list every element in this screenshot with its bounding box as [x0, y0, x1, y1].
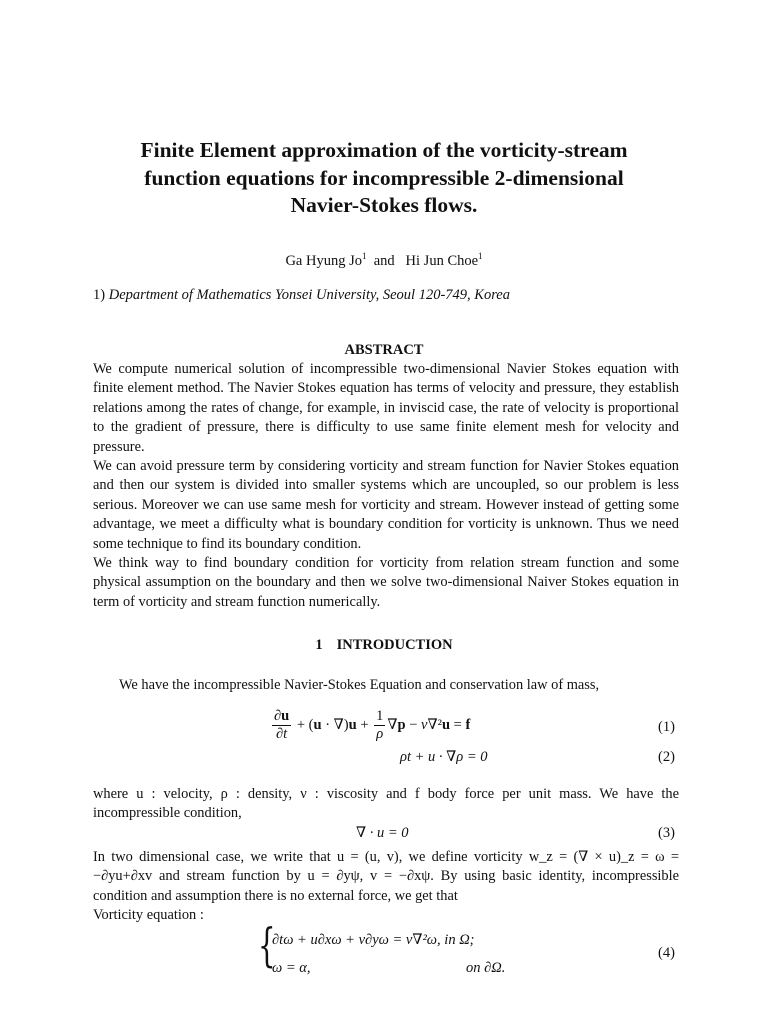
author-2: Hi Jun Choe	[405, 253, 479, 269]
author-conjunction: and	[373, 253, 395, 269]
equation-4-number: (4)	[658, 945, 675, 961]
eq4-brace: {	[258, 918, 276, 972]
title-line-2: function equations for incompressible 2-dimensional	[144, 165, 624, 190]
affiliation-marker: 1)	[93, 287, 106, 303]
abstract-paragraph-3: We think way to find boundary condition for vorticity from relation stream function and some physical assumption on the boundary and then we solve two-dimensional Naiver Stokes equation in term of vorticity and stream function numerically.	[93, 555, 679, 610]
two-dim-line-2: −∂yu+∂xv and stream function by u = ∂yψ, v = −∂xψ. By using basic identity, incompressible	[93, 868, 679, 885]
two-dim-line-3: condition and assumption there is no external force, we get that	[93, 887, 458, 904]
two-dim-line-4: Vorticity equation :	[93, 907, 204, 924]
author-2-affil: 1	[478, 251, 483, 261]
abstract-paragraph-2: We can avoid pressure term by considering vorticity and stream function for Navier Stokes equation and then our system is divided into smaller systems which are uncoupled, so our problem is less serious. Moreover we can use same mesh for vorticity and stream. However instead of getting some advantage, we meet a difficulty what is boundary condition for vorticity is unknown. Thus we need some technique to find its boundary condition.	[93, 458, 679, 552]
two-dim-paragraph	[93, 848, 679, 926]
affiliation	[93, 286, 510, 305]
equation-1-number: (1)	[658, 719, 675, 735]
equation-4-line-2-right: on ∂Ω.	[466, 960, 506, 976]
section-title: INTRODUCTION	[336, 637, 453, 653]
two-dim-line-1: In two dimensional case, we write that u = (u, v), we define vorticity w_z = (∇ × u)_z = ω =	[93, 849, 679, 865]
affiliation-text: Department of Mathematics Yonsei University, Seoul 120-749, Korea	[108, 287, 510, 303]
eq1-density-frac: $\frac{1}{\rho}$	[376, 708, 384, 742]
equation-2-number: (2)	[658, 749, 675, 765]
section-heading	[0, 636, 768, 655]
eq1-partial-frac: $\frac{\partial u}{\partial t}$	[274, 708, 290, 742]
equation-1: $\frac{\partial u}{\partial t}$ + (u · ∇)u + $\frac{1}{\rho}$ ∇p − ν∇²u = f	[274, 708, 471, 742]
equation-3: ∇ · u = 0	[356, 825, 409, 841]
author-1: Ga Hyung Jo	[285, 253, 362, 269]
intro-paragraph: We have the incompressible Navier-Stokes Equation and conservation law of mass,	[119, 677, 600, 693]
equation-4-line-1: ∂tω + u∂xω + v∂yω = ν∇²ω, in Ω;	[272, 932, 475, 948]
author-1-affil: 1	[361, 251, 367, 261]
abstract-paragraph-1: We compute numerical solution of incompressible two-dimensional Navier Stokes equation with finite element method. The Navier Stokes equation has terms of velocity and pressure, they establish relations among the rates of change, for example, in inviscid case, the rate of velocity is proportional to the gradient of pressure, there is difficulty to use same finite element mesh for velocity and pressure.	[93, 361, 679, 455]
title-line-3: Navier-Stokes flows.	[290, 193, 478, 217]
abstract-body	[93, 360, 679, 612]
equation-4-line-2-left: ω = α,	[272, 960, 311, 976]
equation-2: ρt + u · ∇ρ = 0	[400, 749, 488, 765]
abstract-heading: ABSTRACT	[344, 342, 424, 358]
title-line-1: Finite Element approximation of the vorticity-stream	[140, 138, 628, 162]
paper-title	[0, 137, 768, 220]
section-number: 1	[315, 637, 323, 653]
where-paragraph	[93, 785, 679, 824]
where-line-1: where u : velocity, ρ : density, ν : viscosity and f body force per unit mass. We have the	[93, 786, 679, 802]
equation-3-number: (3)	[658, 825, 675, 841]
author-line	[0, 252, 768, 271]
where-line-2: incompressible condition,	[93, 805, 242, 822]
